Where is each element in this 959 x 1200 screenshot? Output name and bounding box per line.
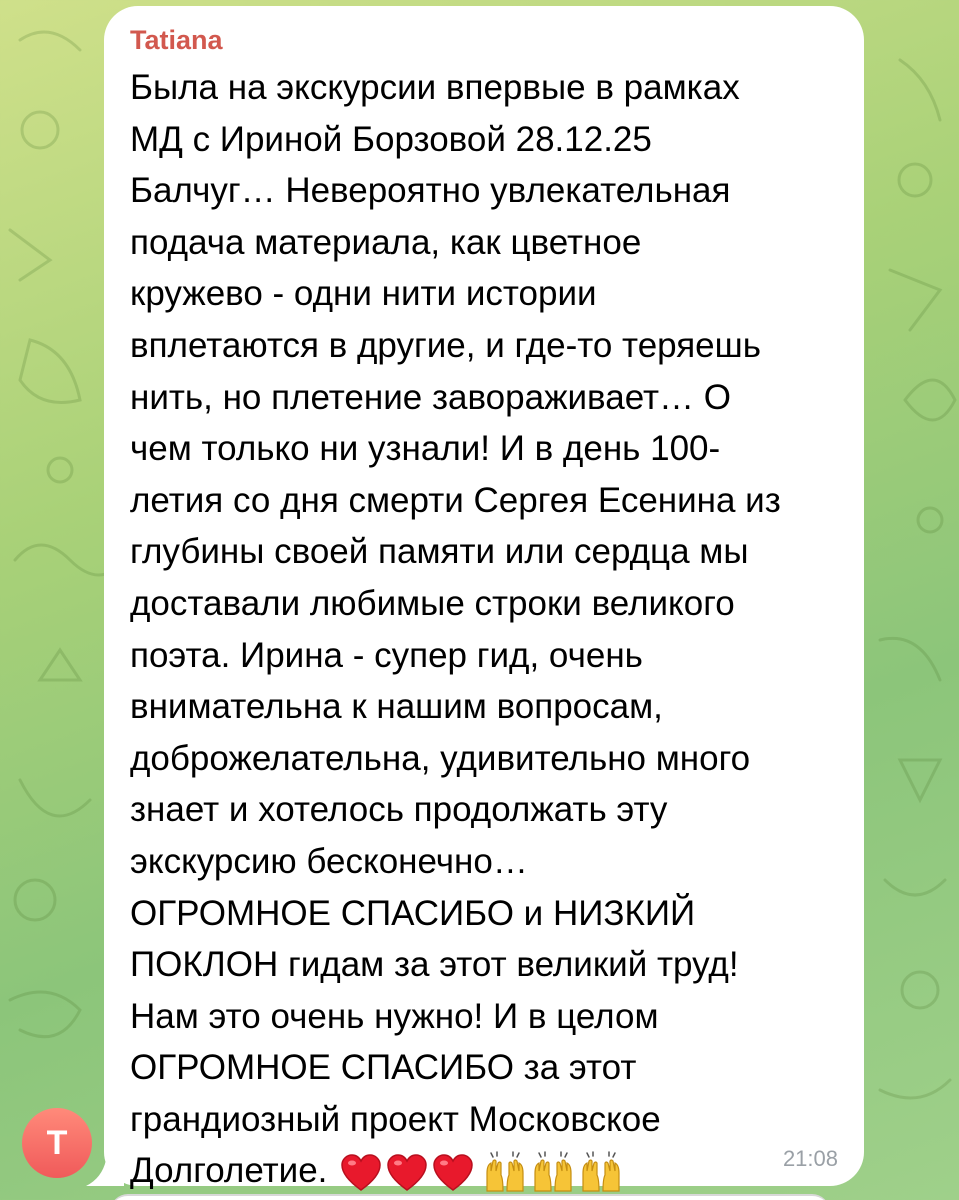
message-line: доброжелательна, удивительно много <box>130 738 751 778</box>
emoji-row <box>341 1151 623 1195</box>
next-message-bubble-edge <box>110 1194 830 1200</box>
message-line: грандиозный проект Московское <box>130 1099 661 1139</box>
raising-hands-icon <box>531 1151 575 1195</box>
message-line: экскурсию бесконечно… <box>130 841 528 881</box>
raising-hands-icon <box>579 1151 623 1195</box>
message-text <box>130 62 834 1197</box>
message-line: подача материала, как цветное <box>130 222 642 262</box>
message-line: вплетаются в другие, и где-то теряешь <box>130 325 761 365</box>
sender-avatar[interactable] <box>22 1108 92 1178</box>
message-line: доставали любимые строки великого <box>130 583 735 623</box>
message-line: ПОКЛОН гидам за этот великий труд! <box>130 945 739 985</box>
message-line: Нам это очень нужно! И в целом <box>130 996 659 1036</box>
message-bubble[interactable] <box>104 6 864 1191</box>
message-line: нить, но плетение завораживает… О <box>130 377 731 417</box>
message-line: знает и хотелось продолжать эту <box>130 790 668 830</box>
message-line: поэта. Ирина - супер гид, очень <box>130 635 643 675</box>
red-heart-icon <box>433 1154 473 1192</box>
message-last-line <box>130 1145 834 1197</box>
message-line: Была на экскурсии впервые в рамках <box>130 68 740 107</box>
sender-name[interactable]: Tatiana <box>130 25 223 55</box>
message-line: летия со дня смерти Сергея Есенина из <box>130 480 781 520</box>
red-heart-icon <box>387 1154 427 1192</box>
message-line: ОГРОМНОЕ СПАСИБО за этот <box>130 1048 637 1088</box>
message-line: МД с Ириной Борзовой 28.12.25 <box>130 119 652 159</box>
message-line: Балчуг… Невероятно увлекательная <box>130 171 731 211</box>
message-timestamp: 21:08 <box>782 1146 838 1171</box>
message-line: чем только ни узнали! И в день 100- <box>130 429 721 469</box>
message-last-line-text: Долголетие. <box>130 1151 328 1191</box>
message-line: внимательна к нашим вопросам, <box>130 687 663 727</box>
red-heart-icon <box>341 1154 381 1192</box>
message-line: кружево - одни нити истории <box>130 274 597 314</box>
avatar-letter: T <box>46 1123 68 1162</box>
raising-hands-icon <box>483 1151 527 1195</box>
message-line: ОГРОМНОЕ СПАСИБО и НИЗКИЙ <box>130 893 696 933</box>
message-line: глубины своей памяти или сердца мы <box>130 532 749 572</box>
